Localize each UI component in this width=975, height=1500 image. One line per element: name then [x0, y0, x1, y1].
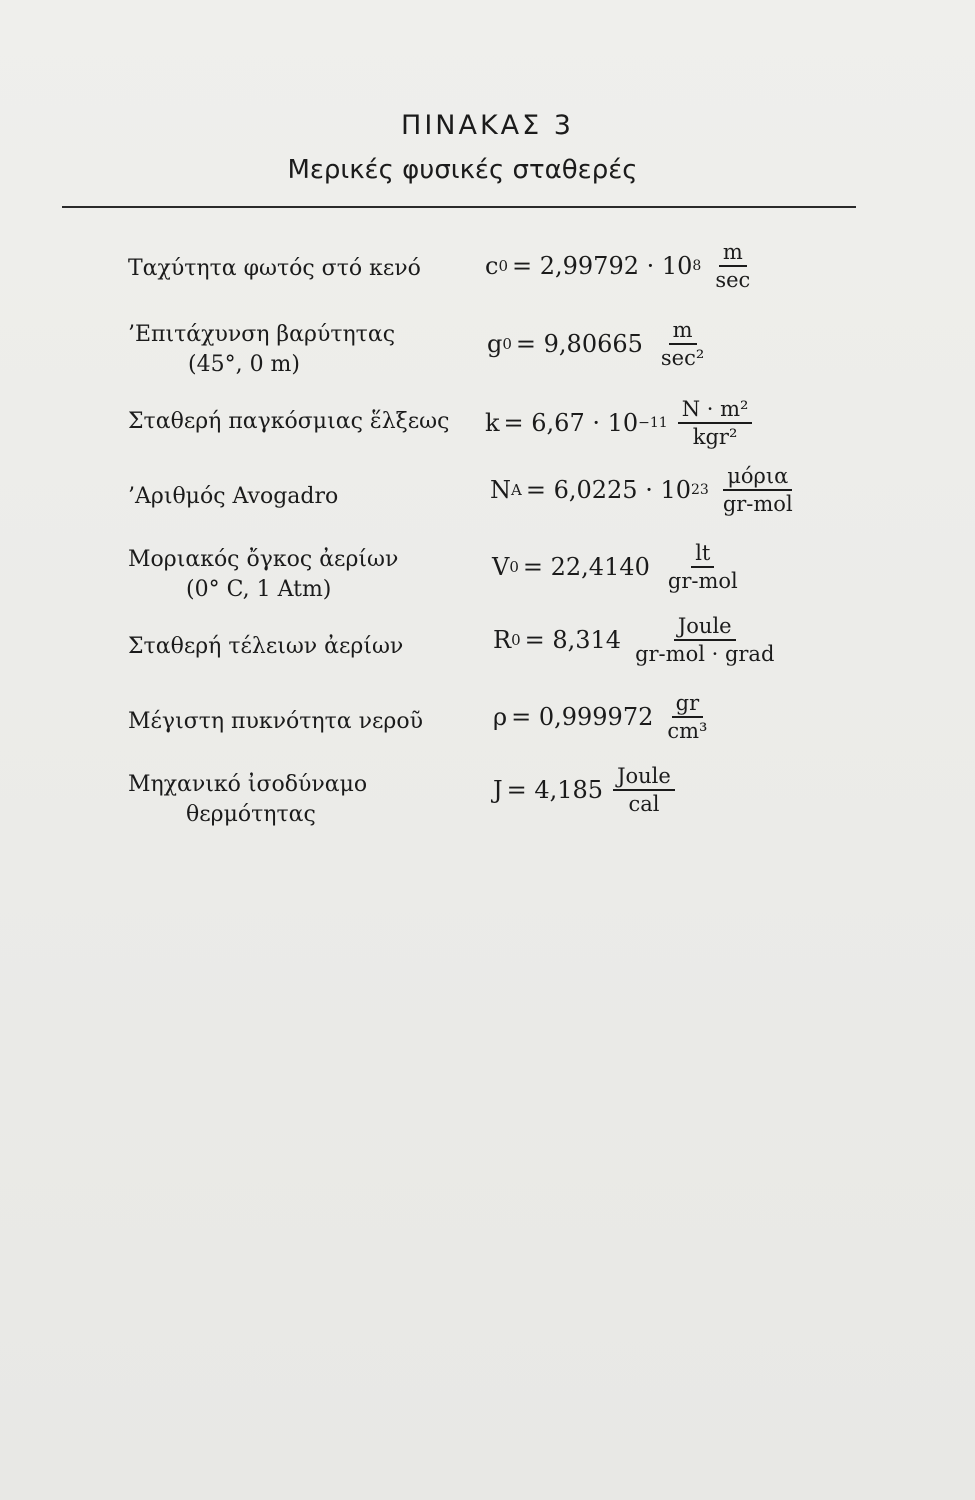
unit-numerator: lt [691, 541, 714, 568]
constant-formula [485, 397, 752, 449]
unit-numerator: Joule [613, 764, 675, 791]
constant-name [128, 320, 395, 380]
formula-symbol: J [493, 776, 503, 804]
constant-name-line2: (45°, 0 m) [188, 352, 300, 377]
constant-name [128, 632, 403, 662]
unit-denominator: cm³ [667, 719, 708, 743]
unit-denominator: gr-mol · grad [635, 642, 775, 666]
formula-unit [711, 240, 754, 292]
constant-name-line1: Ταχύτητα φωτός στό κενό [128, 256, 421, 281]
constant-name-line1: ’Επιτάχυνση βαρύτητας [128, 322, 396, 347]
constant-name [128, 482, 338, 512]
table-subtitle: Μερικές φυσικές σταθερές [287, 155, 638, 185]
formula-value: = 9,80665 [515, 330, 643, 358]
formula-unit [678, 397, 753, 449]
formula-unit [657, 318, 708, 370]
formula-value: = 22,4140 [522, 553, 650, 581]
formula-symbol-subscript: 0 [502, 335, 512, 353]
header-divider [62, 206, 856, 208]
constant-name-line1: Μέγιστη πυκνότητα νεροῦ [128, 709, 423, 734]
formula-unit [719, 464, 797, 516]
constant-formula [493, 614, 778, 666]
unit-denominator: gr-mol [722, 492, 793, 516]
formula-unit [613, 764, 675, 816]
unit-numerator: Joule [674, 614, 736, 641]
formula-exponent: 8 [692, 258, 702, 274]
constant-formula [490, 464, 797, 516]
formula-symbol: R [493, 626, 512, 654]
constant-name-line1: Σταθερή παγκόσμιας ἕλξεως [128, 409, 450, 434]
formula-value: = 6,0225 · 10 [525, 476, 691, 504]
unit-numerator: N · m² [678, 397, 753, 424]
formula-unit [663, 691, 711, 743]
constant-name [128, 407, 449, 437]
unit-denominator: cal [628, 792, 660, 816]
constant-name-line1: Σταθερή τέλειων ἀερίων [128, 634, 404, 659]
unit-numerator: m [719, 240, 747, 267]
formula-symbol-subscript: 0 [511, 631, 521, 649]
constant-formula [485, 240, 754, 292]
formula-value: = 8,314 [524, 626, 622, 654]
formula-exponent: −11 [638, 415, 668, 431]
constant-formula [492, 541, 742, 593]
constant-name [128, 770, 367, 830]
formula-symbol: ρ [493, 703, 508, 731]
unit-numerator: gr [672, 691, 703, 718]
formula-symbol: c [485, 252, 499, 280]
formula-unit [664, 541, 742, 593]
constant-formula [493, 691, 711, 743]
formula-symbol-subscript: 0 [509, 558, 519, 576]
constant-name-line1: Μοριακός ὄγκος ἀερίων [128, 547, 399, 572]
unit-denominator: sec² [660, 346, 705, 370]
formula-symbol: g [487, 330, 503, 358]
constant-name [128, 545, 398, 605]
formula-symbol: k [485, 409, 500, 437]
formula-symbol-subscript: A [511, 481, 522, 499]
constant-name-line1: Μηχανικό ἰσοδύναμο [128, 772, 368, 797]
formula-unit [631, 614, 778, 666]
formula-value: = 4,185 [506, 776, 604, 804]
formula-symbol-subscript: 0 [498, 257, 508, 275]
constant-name-line2: θερμότητας [186, 802, 316, 827]
formula-value: = 0,999972 [511, 703, 654, 731]
constant-name-line2: (0° C, 1 Atm) [186, 577, 332, 602]
unit-denominator: sec [715, 268, 751, 292]
unit-denominator: kgr² [692, 425, 738, 449]
constant-formula [487, 318, 708, 370]
unit-denominator: gr-mol [667, 569, 738, 593]
formula-symbol: N [490, 476, 511, 504]
unit-numerator: m [669, 318, 697, 345]
table-title: ΠΙΝΑΚΑΣ 3 [401, 110, 574, 141]
unit-numerator: μόρια [723, 464, 792, 491]
formula-exponent: 23 [690, 482, 709, 498]
formula-value: = 2,99792 · 10 [512, 252, 693, 280]
constant-name [128, 707, 423, 737]
constant-name-line1: ’Αριθμός Avogadro [128, 484, 339, 509]
constant-name [128, 254, 421, 284]
formula-symbol: V [492, 553, 510, 581]
formula-value: = 6,67 · 10 [503, 409, 639, 437]
constant-formula [493, 764, 675, 816]
